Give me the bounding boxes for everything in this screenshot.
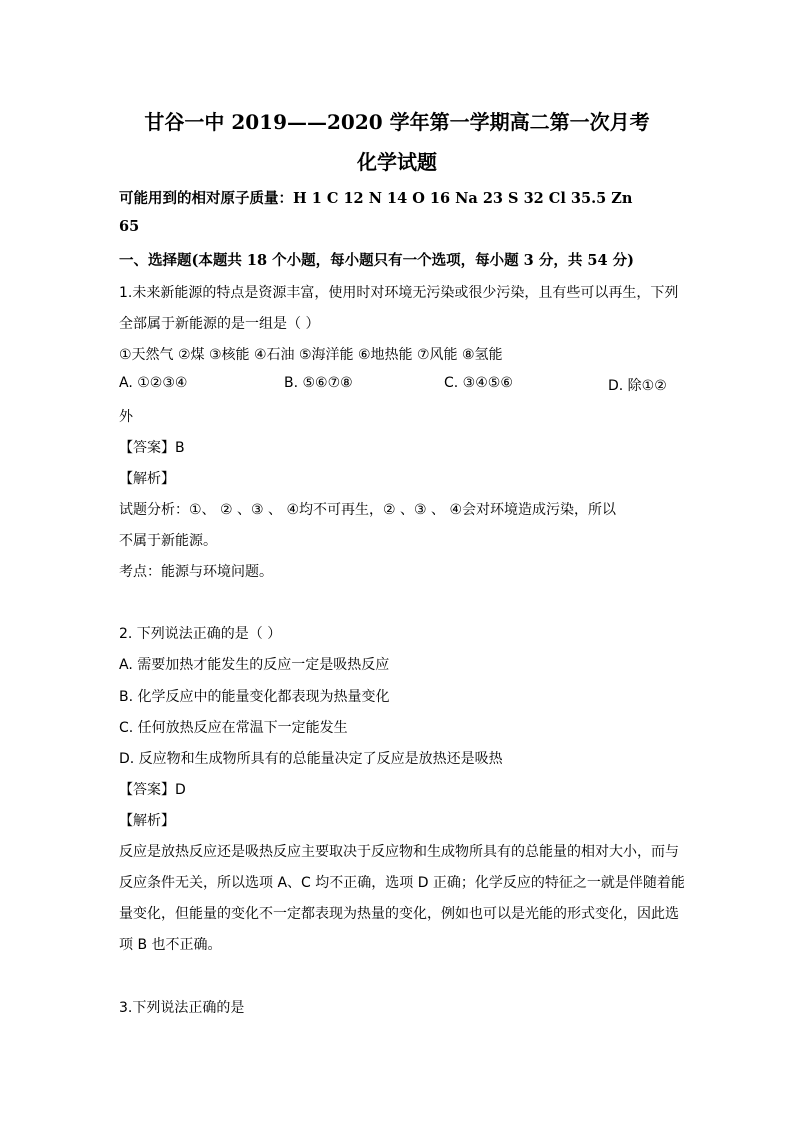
q1-items: ①天然气 ②煤 ③核能 ④石油 ⑤海洋能 ⑥地热能 ⑦风能 ⑧氢能 — [119, 347, 503, 363]
q1-stem-line1: 1.未来新能源的特点是资源丰富，使用时对环境无污染或很少污染，且有些可以再生，下列 — [119, 285, 679, 301]
atomic-mass-line-cont: 65 — [119, 218, 140, 235]
q1-option-c: C. ③④⑤⑥ — [444, 375, 513, 391]
q2-option-a: A. 需要加热才能发生的反应一定是吸热反应 — [119, 657, 390, 673]
q1-answer: 【答案】B — [119, 440, 185, 456]
q1-analysis-line2: 不属于新能源。 — [119, 533, 217, 549]
q2-option-b: B. 化学反应中的能量变化都表现为热量变化 — [119, 689, 390, 705]
q2-analysis-line3: 量变化，但能量的变化不一定都表现为热量的变化，例如也可以是光能的形式变化，因此选 — [119, 906, 679, 922]
q1-analysis-line1: 试题分析：①、 ② 、③ 、 ④均不可再生，② 、③ 、 ④会对环境造成污染，所以 — [119, 502, 617, 518]
q1-option-a: A. ①②③④ — [119, 375, 188, 391]
q2-stem: 2. 下列说法正确的是（ ） — [119, 626, 282, 642]
q1-option-d: D. 除①② — [608, 378, 667, 394]
q2-option-c: C. 任何放热反应在常温下一定能发生 — [119, 720, 348, 736]
exam-subtitle: 化学试题 — [357, 150, 437, 174]
q1-option-d-wrap: 外 — [119, 409, 133, 425]
q2-analysis-line2: 反应条件无关，所以选项 A、C 均不正确，选项 D 正确；化学反应的特征之一就是伴随着能 — [119, 875, 685, 891]
q1-option-b: B. ⑤⑥⑦⑧ — [284, 375, 353, 391]
exam-title: 甘谷一中 2019——2020 学年第一学期高二第一次月考 — [144, 110, 650, 134]
q1-analysis-label: 【解析】 — [119, 471, 175, 487]
q2-option-d: D. 反应物和生成物所具有的总能量决定了反应是放热还是吸热 — [119, 751, 503, 767]
atomic-mass-line: 可能用到的相对原子质量：H 1 C 12 N 14 O 16 Na 23 S 32 Cl 35.5 Zn — [119, 190, 633, 207]
q1-point: 考点：能源与环境问题。 — [119, 564, 273, 580]
q2-analysis-line4: 项 B 也不正确。 — [119, 937, 222, 953]
q2-analysis-line1: 反应是放热反应还是吸热反应主要取决于反应物和生成物所具有的总能量的相对大小，而与 — [119, 844, 679, 860]
q2-answer: 【答案】D — [119, 782, 186, 798]
q3-stem: 3.下列说法正确的是 — [119, 1000, 245, 1016]
q1-stem-line2: 全部属于新能源的是一组是（ ） — [119, 316, 320, 332]
q2-analysis-label: 【解析】 — [119, 813, 175, 829]
section-heading: 一、选择题(本题共 18 个小题，每小题只有一个选项，每小题 3 分，共 54 分) — [119, 252, 634, 269]
